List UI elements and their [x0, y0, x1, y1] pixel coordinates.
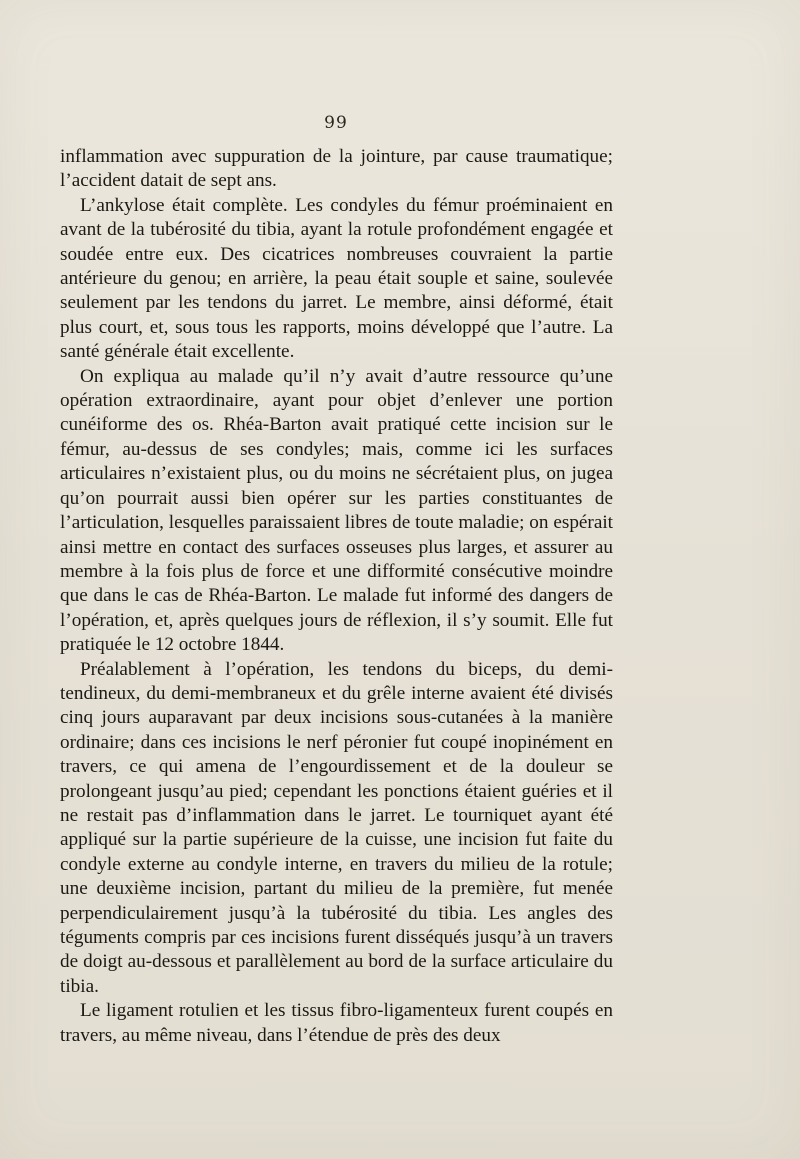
body-text — [60, 145, 613, 1048]
paragraph-2: L’ankylose était complète. Les condyles du fémur proéminaient en avant de la tubérosité du tibia, ayant la rotule profondément engagée et soudée entre eux. Des cicatrices nombreuses couvraient la partie antérieure du genou; en arrière, la peau était souple et saine, soulevée seulement par les tendons du jarret. Le membre, ainsi déformé, était plus court, et, sous tous les rapports, moins développé que l’autre. La santé générale était excellente. — [60, 194, 613, 363]
page-number: 99 — [324, 113, 348, 133]
paragraph-4: Préalablement à l’opération, les tendons du biceps, du demi-tendineux, du demi-membraneux et du grêle interne avaient été divisés cinq jours auparavant par deux incisions sous-cutanées à la manière ordinaire; dans ces incisions le nerf péronier fut coupé inopinément en travers, ce qui amena de l’engourdissement et de la douleur se prolongeant jusqu’au pied; cependant les ponctions étaient guéries et il ne restait pas d’inflammation dans le jarret. Le tourniquet ayant été appliqué sur la partie supérieure de la cuisse, une incision fut faite du condyle externe au condyle interne, en travers du milieu de la rotule; une deuxième incision, partant du milieu de la première, fut menée perpendiculairement jusqu’à la tubérosité du tibia. Les angles des téguments compris par ces incisions furent disséqués jusqu’à un travers de doigt au-dessous et parallèlement au bord de la surface articulaire du tibia. — [60, 658, 613, 997]
paragraph-5: Le ligament rotulien et les tissus fibro-ligamenteux furent coupés en travers, au même niveau, dans l’étendue de près des deux — [60, 1000, 613, 1046]
paragraph-1: inflammation avec suppuration de la jointure, par cause traumatique; l’accident datait de sept ans. — [60, 146, 613, 192]
paragraph-3: On expliqua au malade qu’il n’y avait d’autre ressource qu’une opération extraordinaire, ayant pour objet d’enlever une portion cunéiforme des os. Rhéa-Barton avait pratiqué cette incision sur le fémur, au-dessus de ses condyles; mais, comme ici les surfaces articulaires n’existaient plus, ou du moins ne sécrétaient plus, on jugea qu’on pourrait aussi bien opérer sur les parties constituantes de l’articulation, lesquelles paraissaient libres de toute maladie; on espérait ainsi mettre en contact des surfaces osseuses plus larges, et assurer au membre à la fois plus de force et une difformité consécutive moindre que dans le cas de Rhéa-Barton. Le malade fut informé des dangers de l’opération, et, après quelques jours de réflexion, il s’y soumit. Elle fut pratiquée le 12 octobre 1844. — [60, 365, 613, 656]
